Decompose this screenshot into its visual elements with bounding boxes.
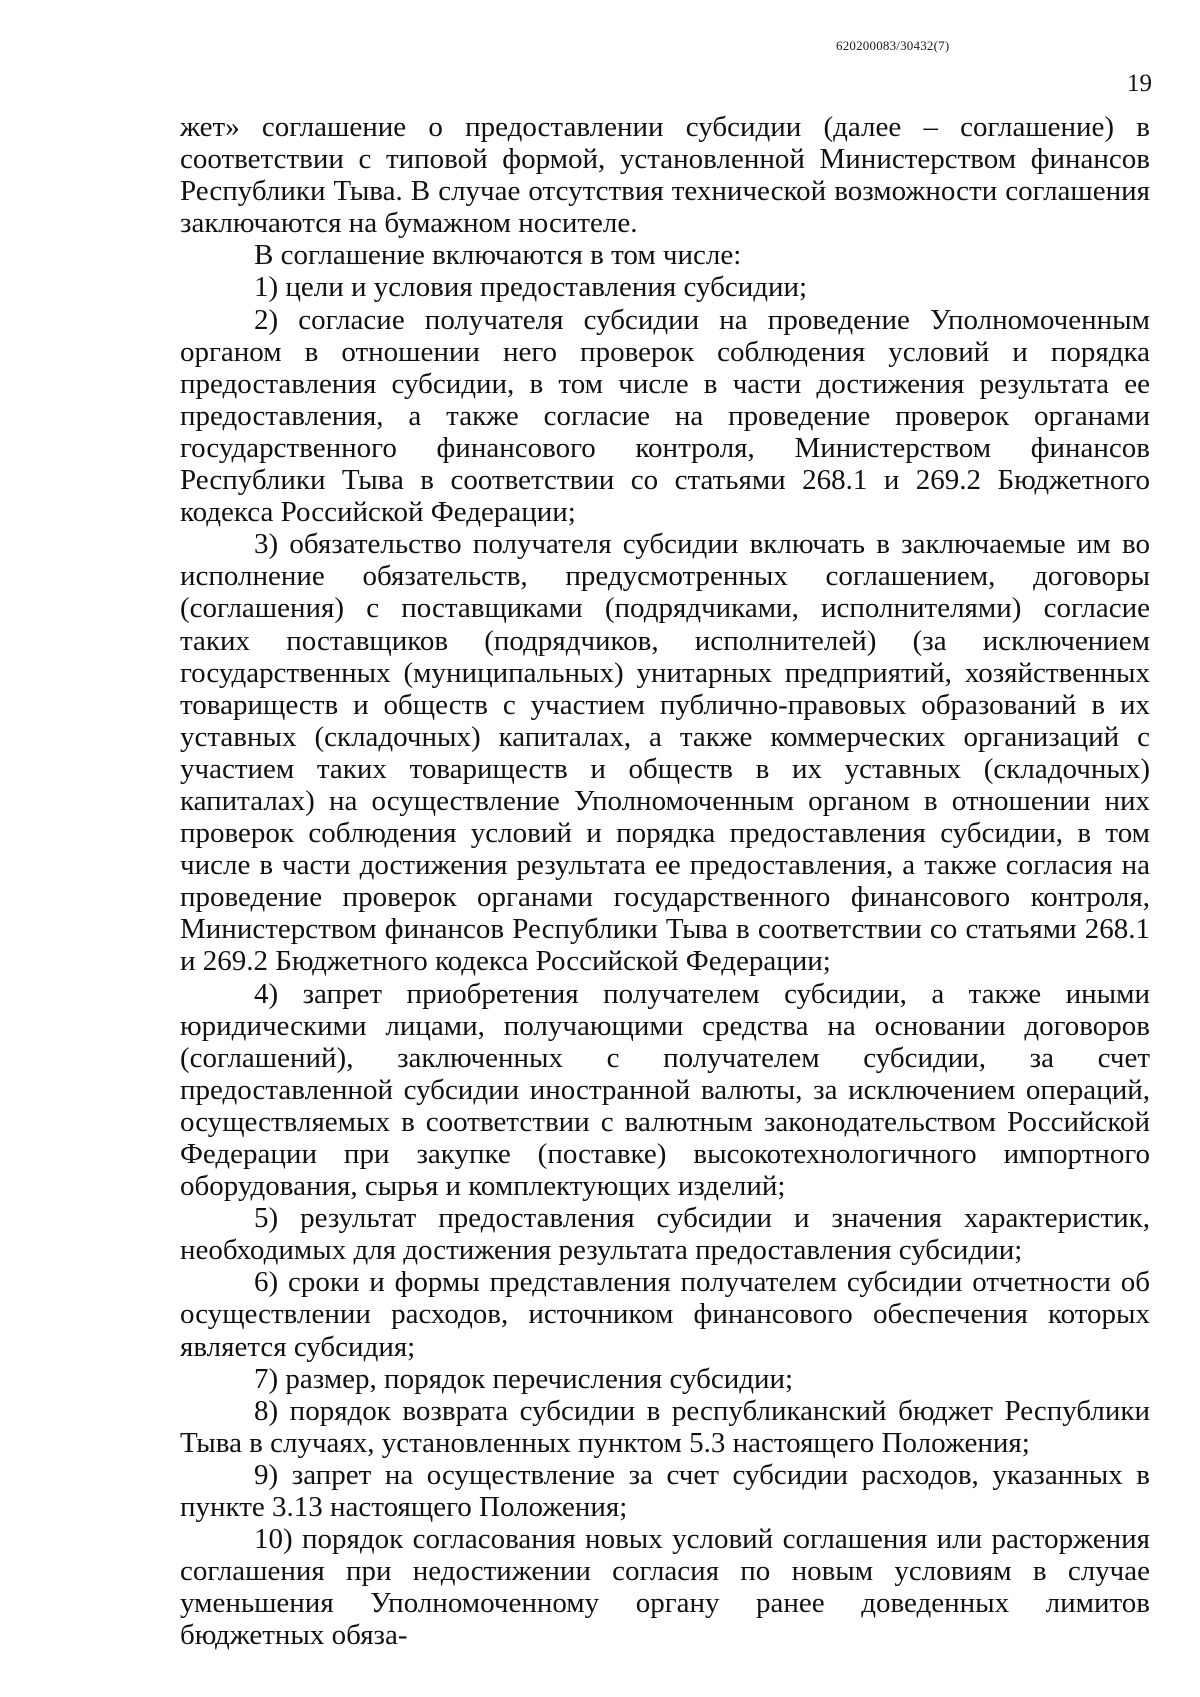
document-body — [180, 111, 1150, 1652]
paragraph-continuation: жет» соглашение о предоставлении субсидии (далее – соглашение) в соответствии с типовой формой, установленной Министерством финансов Республики Тыва. В случае отсутствия технической возможности соглашения заключаются на бумажном носителе. — [180, 111, 1150, 240]
document-code: 620200083/30432(7) — [836, 38, 950, 53]
list-item-1: 1) цели и условия предоставления субсидии; — [254, 271, 808, 304]
list-item-2: 2) согласие получателя субсидии на проведение Уполномоченным органом в отношении него проверок соблюдения условий и порядка предоставления субсидии, в том числе в части достижения результата ее предоставления, а также согласие на проведение проверок органами государственного финансового контроля, Министерством финансов Республики Тыва в соответствии со статьями 268.1 и 269.2 Бюджетного кодекса Российской Федерации; — [180, 303, 1150, 529]
list-item-4: 4) запрет приобретения получателем субсидии, а также иными юридическими лицами, получающими средства на основании договоров (соглашений), заключенных с получателем субсидии, за счет предоставленной субсидии иностранной валюты, за исключением операций, осуществляемых в соответствии с валютным законодательством Российской Федерации при закупке (поставке) высокотехнологичного импортного оборудования, сырья и комплектующих изделий; — [180, 977, 1150, 1203]
list-item-6: 6) сроки и формы представления получателем субсидии отчетности об осуществлении расходов, источником финансового обеспечения которых является субсидия; — [180, 1266, 1150, 1363]
paragraph-intro: В соглашение включаются в том числе: — [254, 239, 742, 272]
page-number: 19 — [1127, 70, 1152, 97]
list-item-5: 5) результат предоставления субсидии и значения характеристик, необходимых для достижения результата предоставления субсидии; — [180, 1202, 1150, 1267]
list-item-7: 7) размер, порядок перечисления субсидии; — [254, 1362, 794, 1395]
list-item-9: 9) запрет на осуществление за счет субсидии расходов, указанных в пункте 3.13 настоящего Положения; — [180, 1458, 1150, 1524]
list-item-3: 3) обязательство получателя субсидии включать в заключаемые им во исполнение обязательств, предусмотренных соглашением, договоры (соглашения) с поставщиками (подрядчиками, исполнителями) согласие таких поставщиков (подрядчиков, исполнителей) (за исключением государственных (муниципальных) унитарных предприятий, хозяйственных товариществ и обществ с участием публично-правовых образований в их уставных (складочных) капиталах, а также коммерческих организаций с участием таких товариществ и обществ в их уставных (складочных) капиталах) на осуществление Уполномоченным органом в отношении них проверок соблюдения условий и порядка предоставления субсидии, в том числе в части достижения результата ее предоставления, а также согласия на проведение проверок органами государственного финансового контроля, Министерством финансов Республики Тыва в соответствии со статьями 268.1 и 269.2 Бюджетного кодекса Российской Федерации; — [180, 528, 1150, 978]
list-item-8: 8) порядок возврата субсидии в республиканский бюджет Республики Тыва в случаях, установленных пунктом 5.3 настоящего Положения; — [180, 1394, 1150, 1459]
list-item-10: 10) порядок согласования новых условий соглашения или расторжения соглашения при недостижении согласия по новым условиям в случае уменьшения Уполномоченному органу ранее доведенных лимитов бюджетных обяза- — [180, 1523, 1150, 1652]
